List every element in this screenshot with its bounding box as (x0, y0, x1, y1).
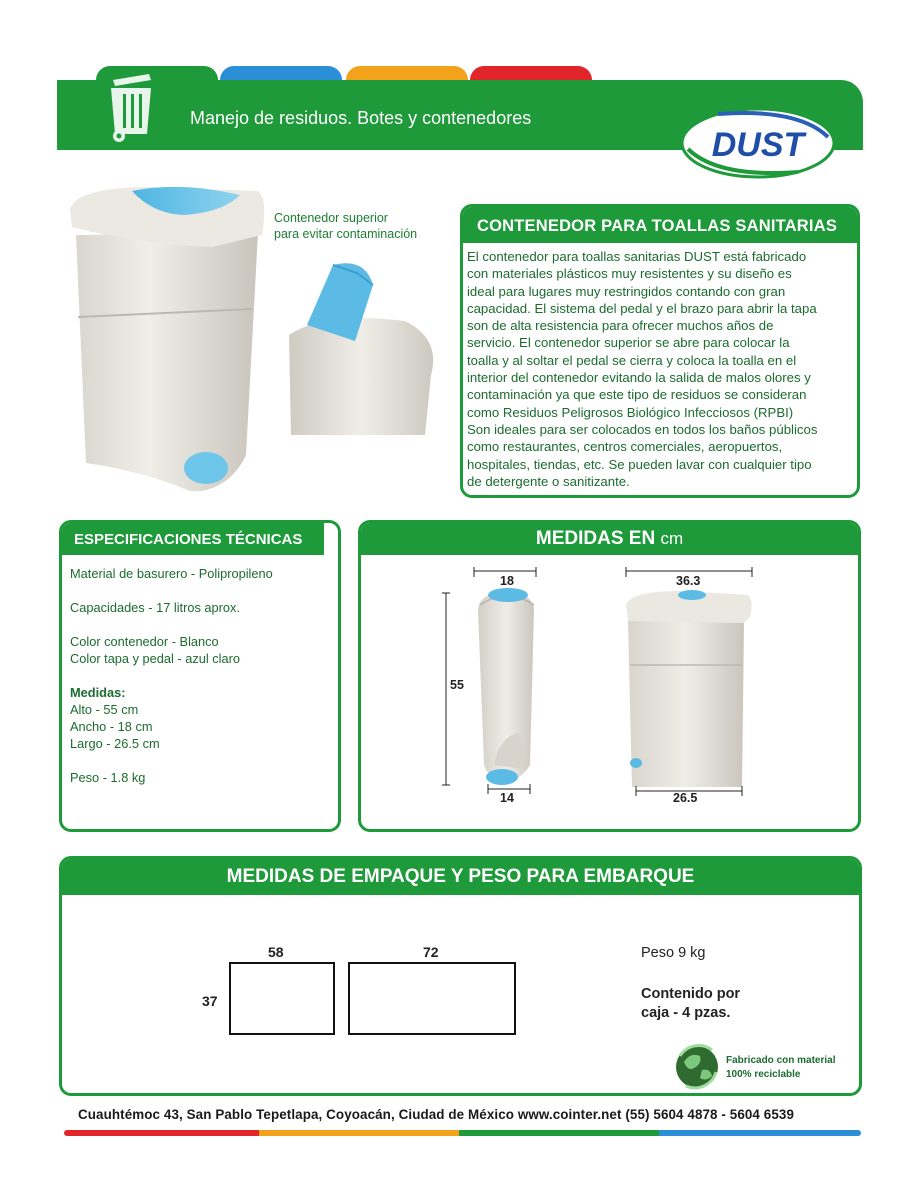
header-title: Manejo de residuos. Botes y contenedores (190, 108, 532, 128)
side-view-diagram (620, 565, 760, 805)
footer-stripe-green (459, 1130, 659, 1136)
desc-line: capacidad. El sistema del pedal y el brazo para abrir la tapa (467, 300, 817, 316)
logo-text: DUST (711, 126, 805, 164)
desc-line: contaminación ya que este tipo de residuos se consideran (467, 387, 807, 403)
product-image-main (62, 185, 272, 495)
specs-title: ESPECIFICACIONES TÉCNICAS (74, 531, 303, 548)
desc-line: interior del contenedor evitando la salida de malos olores y (467, 370, 811, 386)
dust-logo (678, 104, 838, 182)
package-box-side (348, 962, 516, 1035)
spec-largo: Largo - 26.5 cm (70, 736, 160, 751)
recycle-text-1: Fabricado con material (726, 1055, 836, 1066)
measures-title (361, 528, 858, 550)
side-top-dim: 36.3 (676, 574, 701, 588)
measures-title-bold: MEDIDAS EN (535, 528, 656, 549)
pack-content-1: Contenido por (641, 986, 741, 1002)
packaging-header (62, 859, 859, 895)
desc-line: de detergente o sanitizante. (467, 473, 630, 489)
desc-line: son de alta resistencia para ofrecer muchos años de (467, 318, 774, 334)
recycle-text-2: 100% reciclable (726, 1069, 801, 1080)
description-text (467, 248, 817, 490)
trash-bin-icon (103, 72, 159, 144)
spec-peso: Peso - 1.8 kg (70, 770, 146, 785)
front-top-dim: 18 (500, 574, 514, 588)
pack-dim-h: 37 (202, 993, 218, 1009)
footer-address: Cuauhtémoc 43, San Pablo Tepetlapa, Coyoacán, Ciudad de México www.cointer.net (55) 5604 4878 - 5604 6539 (78, 1107, 794, 1122)
spec-color-lid: Color tapa y pedal - azul claro (70, 651, 241, 666)
front-height-dim: 55 (450, 678, 464, 692)
measures-panel (358, 520, 861, 832)
spec-capacity: Capacidades - 17 litros aprox. (70, 600, 241, 615)
spec-color-container: Color contenedor - Blanco (70, 634, 219, 649)
measures-title-unit: cm (660, 529, 684, 548)
recycle-globe-icon (672, 1042, 722, 1092)
footer-stripe-blue (659, 1130, 861, 1136)
pack-content-2: caja - 4 pzas. (641, 1005, 731, 1021)
footer-stripe-orange (259, 1130, 459, 1136)
front-bottom-dim: 14 (500, 791, 514, 805)
desc-line: como Residuos Peligrosos Biológico Infecciosos (RPBI) (467, 404, 794, 420)
description-header (463, 207, 857, 243)
spec-alto: Alto - 55 cm (70, 702, 139, 717)
desc-line: servicio. El contenedor superior se abre para colocar la (467, 335, 790, 351)
pack-dim-b: 72 (423, 944, 439, 960)
desc-line: con materiales plásticos muy resistentes y su diseño es (467, 266, 792, 282)
desc-line: como restaurantes, centros comerciales, aeropuertos, (467, 439, 783, 455)
desc-line: toalla y al soltar el pedal se cierra y coloca la toalla en el (467, 352, 797, 368)
pack-dim-a: 58 (268, 944, 284, 960)
measures-header (361, 523, 858, 555)
desc-line: Son ideales para ser colocados en todos los baños públicos (467, 421, 818, 437)
specs-header (62, 523, 324, 555)
spec-ancho: Ancho - 18 cm (70, 719, 153, 734)
desc-line: El contenedor para toallas sanitarias DUST está fabricado (467, 249, 807, 264)
desc-line: ideal para lugares muy restringidos contando con gran (467, 283, 786, 299)
spec-measures-label: Medidas: (70, 685, 126, 700)
package-box-front (229, 962, 335, 1035)
description-title: CONTENEDOR PARA TOALLAS SANITARIAS (477, 217, 838, 235)
caption-line-1: Contenedor superior (274, 211, 388, 225)
packaging-title: MEDIDAS DE EMPAQUE Y PESO PARA EMBARQUE (226, 866, 695, 887)
side-bottom-dim: 26.5 (673, 791, 698, 805)
spec-material: Material de basurero - Polipropileno (70, 566, 273, 581)
footer-stripe-red (64, 1130, 259, 1136)
desc-line: hospitales, tiendas, etc. Se pueden lavar con cualquier tipo (467, 456, 812, 472)
product-image-open (285, 255, 445, 435)
pack-weight: Peso 9 kg (641, 945, 706, 961)
caption-line-2: para evitar contaminación (274, 227, 418, 241)
product-caption (274, 210, 417, 242)
